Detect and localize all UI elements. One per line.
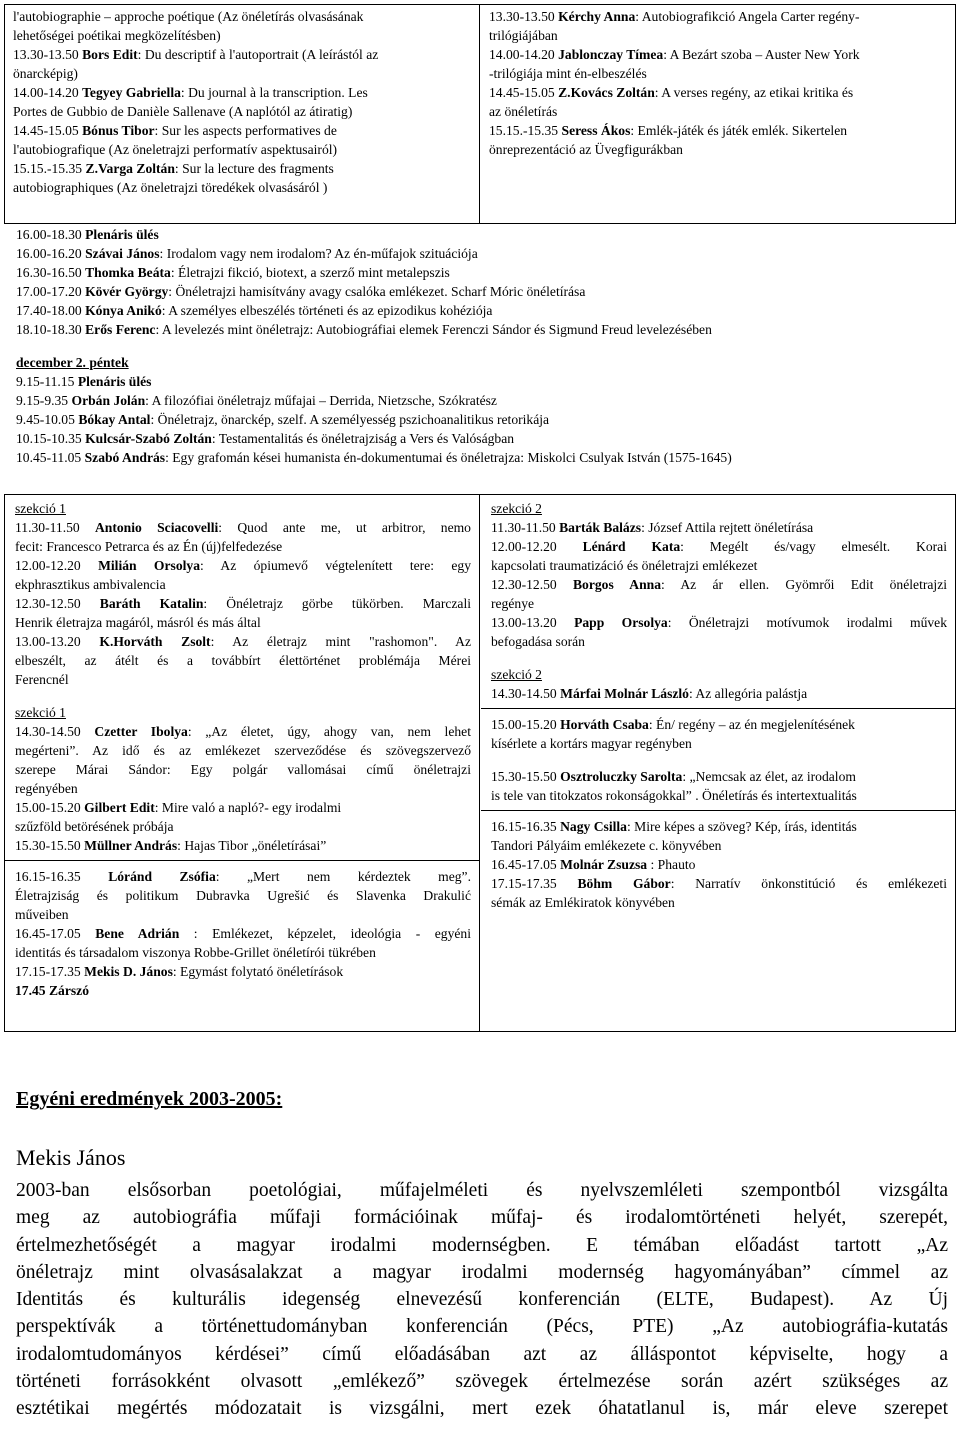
program-line	[491, 575, 947, 594]
talk-title: Életrajziság és politikum Dubravka Ugrešić és Slavenka Drakulić	[15, 888, 471, 903]
talk-title: : Quod ante me, ut arbitror, nemo	[218, 520, 471, 535]
program-line	[491, 874, 947, 893]
program-line	[15, 632, 471, 651]
session-time: 15.30-15.50	[15, 838, 81, 853]
section-1-cell	[5, 497, 479, 1002]
paragraph-line: irodalomtudományos kérdései” című előadásában azt az álláspontot képviselte, hogy a	[16, 1343, 948, 1365]
paragraph-line: esztétikai megértés módozatait is vizsgálni, mert ezek óhatatlanul is, már eleve szerepet	[16, 1398, 948, 1420]
session-time: 14.45-15.05	[489, 85, 555, 100]
session-time: 12.30-12.50	[491, 577, 557, 592]
speaker-name: Kérchy Anna	[558, 9, 636, 24]
talk-title: sémák az Emlékiratok könyvében	[491, 895, 675, 910]
speaker-name: Márfai Molnár László	[560, 686, 689, 701]
spacer	[16, 339, 950, 353]
talk-title: : Sur la lecture des fragments	[174, 161, 334, 176]
session-time: 14.00-14.20	[13, 85, 79, 100]
talk-title: ekphrasztikus ambivalencia	[15, 577, 166, 592]
talk-title: befogadása során	[491, 634, 585, 649]
program-line	[13, 45, 471, 64]
section-table	[4, 494, 956, 1032]
section-label-text: szekció 1	[15, 705, 66, 720]
talk-title: -trilógiája mint én-elbeszélés	[489, 66, 647, 81]
program-line	[15, 886, 471, 905]
talk-title: fecit: Francesco Petrarca és az Én (új)felfedezése	[15, 539, 283, 554]
speaker-name: Z.Kovács Zoltán	[558, 85, 655, 100]
program-line	[15, 924, 471, 943]
talk-title: kapcsolati traumatizáció és önéletrajzi emlékezet	[491, 558, 758, 573]
program-line	[491, 518, 947, 537]
speaker-name: Lénárd Kata	[582, 539, 681, 554]
speaker-name: Antonio Sciacovelli	[94, 520, 219, 535]
talk-title: önarcképig)	[13, 66, 78, 81]
section-label-text: szekció 2	[491, 501, 542, 516]
program-line	[491, 556, 947, 575]
person-name: Mekis János	[16, 1145, 126, 1170]
talk-title: : Önéletrajzi motívumok irodalmi művek	[667, 615, 947, 630]
program-line	[15, 518, 471, 537]
section-label-text: szekció 1	[15, 501, 66, 516]
talk-title: : Du journal à la transcription. Les	[180, 85, 368, 100]
speaker-name: Molnár Zsuzsa	[560, 857, 648, 872]
program-line	[491, 613, 947, 632]
session-time: 18.10-18.30	[16, 322, 82, 337]
session-time: 10.15-10.35	[16, 431, 82, 446]
program-line	[489, 83, 947, 102]
program-line	[16, 320, 950, 339]
speaker-name: Bónus Tibor	[82, 123, 155, 138]
talk-title: : „Az életet, úgy, ahogy van, nem lehet	[187, 724, 471, 739]
program-line	[15, 867, 471, 886]
program-line	[489, 64, 947, 83]
program-line	[489, 121, 947, 140]
session-time: 14.30-14.50	[15, 724, 81, 739]
session-time: 12.00-12.20	[15, 558, 81, 573]
talk-title: : A személyes elbeszélés történeti és az epizodikus kohéziója	[161, 303, 493, 318]
talk-title: : A Bezárt szoba – Auster New York	[663, 47, 860, 62]
program-line	[491, 715, 947, 734]
program-line	[16, 263, 950, 282]
talk-title: : Önéletrajz, önarckép, szelf. A személyesség pszichoanalitikus retorikája	[150, 412, 550, 427]
speaker-name: Plenáris ülés	[85, 227, 159, 242]
speaker-name: Erős Ferenc	[85, 322, 156, 337]
column-divider	[479, 5, 480, 223]
talk-title: : Az ár ellen. Gyömrői Edit önéletrajzi	[661, 577, 948, 592]
session-time: 15.15.-15.35	[13, 161, 83, 176]
program-line	[13, 159, 471, 178]
talk-title: : Du descriptif à l'autoportrait (A leírástól az	[137, 47, 379, 62]
session-time: 16.00-16.20	[16, 246, 82, 261]
program-line	[491, 817, 947, 836]
speaker-name: Jablonczay Tímea	[558, 47, 664, 62]
paragraph-line: értelmezhetőségét a magyar irodalmi modernségben. E témában előadást tartott „Az	[16, 1234, 948, 1256]
program-line	[491, 632, 947, 651]
program-line	[491, 893, 947, 912]
day-heading	[16, 353, 950, 372]
talk-title: : Testamentalitás és önéletrajziság a Vers és Valóságban	[211, 431, 515, 446]
program-line	[15, 556, 471, 575]
talk-title: szerepe Márai Sándor: Egy polgár vallomásai című önéletrajzi	[15, 762, 471, 777]
talk-title: trilógiájában	[489, 28, 558, 43]
program-line	[15, 613, 471, 632]
spacer	[491, 651, 947, 665]
session-time: 10.45-11.05	[16, 450, 82, 465]
speaker-name: Bókay Antal	[78, 412, 151, 427]
session-time: 13.30-13.50	[489, 9, 555, 24]
session-time: 16.00-18.30	[16, 227, 82, 242]
session-time: 12.30-12.50	[15, 596, 81, 611]
session-time: 9.45-10.05	[16, 412, 75, 427]
program-line	[13, 121, 471, 140]
talk-title: : Sur les aspects performatives de	[154, 123, 337, 138]
program-line	[489, 140, 947, 159]
talk-title: : Az ópiumevő végtelenített tere: egy	[200, 558, 472, 573]
speaker-name: Kulcsár-Szabó Zoltán	[85, 431, 212, 446]
program-line	[13, 140, 471, 159]
speaker-name: Tegyey Gabriella	[82, 85, 181, 100]
program-line	[491, 786, 947, 805]
talk-title: : Önéletrajzi hamisítvány avagy csalóka emlékezet. Scharf Móric önéletírása	[168, 284, 586, 299]
speaker-name: Szabó András	[84, 450, 166, 465]
talk-title: Portes de Gubbio de Danièle Sallenave (A naplótól az átiratig)	[13, 104, 353, 119]
column-divider	[479, 495, 480, 1031]
talk-title: : Emlékezet, képzelet, ideológia - egyéni	[179, 926, 471, 941]
talk-title: : „Nemcsak az élet, az irodalom	[682, 769, 856, 784]
speaker-name: Müllner András	[84, 838, 178, 853]
talk-title: : József Attila rejtett önéletírása	[641, 520, 814, 535]
talk-title: : Az allegória palástja	[688, 686, 808, 701]
section-label	[15, 499, 471, 518]
talk-title: : Narratív önkonstitúció és emlékezeti	[670, 876, 947, 891]
speaker-name: Kövér György	[85, 284, 169, 299]
talk-title: : A levelezés mint önéletrajz: Autobiográfiai elemek Ferenczi Sándor és Sigmund Freud levelezésében	[155, 322, 712, 337]
program-line	[15, 962, 471, 981]
session-time: 17.15-17.35	[15, 964, 81, 979]
program-line	[489, 26, 947, 45]
program-line	[13, 7, 471, 26]
talk-title: regénye	[491, 596, 535, 611]
paragraph-line: Identitás és kulturális idegenség elnevezésű konferencián (ELTE, Budapest). Az Új	[16, 1289, 948, 1311]
program-line	[491, 836, 947, 855]
program-line	[16, 448, 950, 467]
session-time: 15.00-15.20	[15, 800, 81, 815]
program-line	[15, 905, 471, 924]
speaker-name: Nagy Csilla	[560, 819, 627, 834]
top-left-cell	[5, 5, 479, 199]
session-time: 16.45-17.05	[15, 926, 81, 941]
talk-title: : A filozófiai önéletrajz műfajai – Derrida, Nietzsche, Szókratész	[145, 393, 497, 408]
program-line	[15, 741, 471, 760]
speaker-name: Seress Ákos	[561, 123, 631, 138]
paragraph-line: meg az autobiográfia műfaji formációinak műfaj- és irodalomtörténeti helyét, szerepét,	[16, 1207, 948, 1229]
closing-text: 17.45 Zárszó	[15, 983, 90, 998]
talk-title: : „Mert nem kérdeztek meg”.	[215, 869, 471, 884]
section-label	[491, 665, 947, 684]
program-line	[15, 575, 471, 594]
speaker-name: Szávai János	[85, 246, 160, 261]
session-time: 11.30-11.50	[491, 520, 556, 535]
talk-title: l'autobiographie – approche poétique (Az önéletírás olvasásának	[13, 9, 364, 24]
session-time: 17.40-18.00	[16, 303, 82, 318]
session-time: 9.15-9.35	[16, 393, 69, 408]
talk-title: Ferencnél	[15, 672, 69, 687]
program-line	[13, 26, 471, 45]
program-line	[15, 798, 471, 817]
top-right-cell	[481, 5, 955, 161]
program-line	[16, 301, 950, 320]
session-time: 13.00-13.20	[15, 634, 81, 649]
program-line	[489, 102, 947, 121]
program-line	[13, 64, 471, 83]
program-line	[491, 855, 947, 874]
talk-title: : Mire képes a szöveg? Kép, írás, identitás	[626, 819, 857, 834]
talk-title: elbeszélt, az átélt és a továbbírt élettörténet problémája Mérei	[15, 653, 471, 668]
talk-title: : A verses regény, az etikai kritika és	[654, 85, 854, 100]
session-time: 15.00-15.20	[491, 717, 557, 732]
session-time: 16.45-17.05	[491, 857, 557, 872]
session-time: 17.15-17.35	[491, 876, 557, 891]
speaker-name: Thomka Beáta	[85, 265, 171, 280]
talk-title: : Megélt és/vagy elmesélt. Korai	[680, 539, 947, 554]
session-time: 16.15-16.35	[491, 819, 557, 834]
program-line	[15, 760, 471, 779]
speaker-name: Horváth Csaba	[560, 717, 649, 732]
session-time: 12.00-12.20	[491, 539, 557, 554]
program-line	[491, 537, 947, 556]
program-line	[15, 722, 471, 741]
program-line	[15, 779, 471, 798]
talk-title: l'autobiografique (Az öneletrajzi performatív aspektusairól)	[13, 142, 338, 157]
spacer	[15, 689, 471, 703]
paragraph-line: perspektívák a történettudományban konferencián (Pécs, PTE) „Az autobiográfia-kutatás	[16, 1316, 948, 1338]
program-line	[16, 225, 950, 244]
section-label	[15, 703, 471, 722]
speaker-name: Z.Varga Zoltán	[85, 161, 175, 176]
program-line	[15, 981, 471, 1000]
spacer	[491, 753, 947, 767]
program-line	[15, 670, 471, 689]
talk-title: is tele van titokzatos rokonságokkal” . Önéletírás és intertextualitás	[491, 788, 857, 803]
talk-title: : Hajas Tibor „önéletírásai”	[177, 838, 327, 853]
talk-title: : Én/ regény – az én megjelenítésének	[648, 717, 855, 732]
speaker-name: Gilbert Edit	[84, 800, 155, 815]
speaker-name: Mekis D. János	[84, 964, 173, 979]
program-line	[489, 7, 947, 26]
session-time: 15.30-15.50	[491, 769, 557, 784]
program-line	[16, 282, 950, 301]
speaker-name: Plenáris ülés	[77, 374, 152, 389]
talk-title: autobiographiques (Az öneletrajzi töredékek olvasásáról )	[13, 180, 328, 195]
session-time: 16.30-16.50	[16, 265, 82, 280]
talk-title: : Mire való a napló?- egy irodalmi	[154, 800, 342, 815]
program-line	[16, 391, 950, 410]
session-time: 13.30-13.50	[13, 47, 79, 62]
row-divider	[15, 855, 471, 867]
session-time: 17.00-17.20	[16, 284, 82, 299]
speaker-name: Kónya Anikó	[85, 303, 162, 318]
talk-title: identitás és társadalom viszonya Robbe-Grillet önéletírói tükrében	[15, 945, 376, 960]
speaker-name: Czetter Ibolya	[94, 724, 188, 739]
talk-title: : Phauto	[647, 857, 696, 872]
talk-title: Tandori Pályáim emlékezete c. könyvében	[491, 838, 722, 853]
program-line	[491, 767, 947, 786]
section-label	[491, 499, 947, 518]
speaker-name: Papp Orsolya	[574, 615, 668, 630]
program-line	[16, 410, 950, 429]
program-line	[15, 817, 471, 836]
program-line	[491, 684, 947, 703]
session-time: 15.15.-15.35	[489, 123, 559, 138]
talk-title: regényében	[15, 781, 78, 796]
talk-title: megérteni”. Az idő és az emlékezet szerveződése és szövegszervező	[15, 743, 471, 758]
program-line	[16, 429, 950, 448]
speaker-name: Osztroluczky Sarolta	[560, 769, 683, 784]
paragraph-line: történeti forrásokként olvasott „emlékező” szövegek értelmezése során azért szükséges az	[16, 1371, 948, 1393]
talk-title: Henrik életrajza magáról, másról és más által	[15, 615, 261, 630]
program-line	[13, 102, 471, 121]
results-paragraph	[16, 1177, 948, 1423]
plenary-sessions	[8, 223, 958, 469]
session-time: 14.30-14.50	[491, 686, 557, 701]
talk-title: önreprezentáció az Üvegfigurákban	[489, 142, 683, 157]
program-line	[15, 651, 471, 670]
program-line	[491, 734, 947, 753]
paragraph-line: 2003-ban elsősorban poetológiai, műfajelméleti és nyelvszemléleti szempontból vizsgálta	[16, 1180, 948, 1201]
program-line	[15, 537, 471, 556]
results-heading: Egyéni eredmények 2003-2005:	[16, 1088, 283, 1110]
program-line	[13, 178, 471, 197]
program-line	[13, 83, 471, 102]
talk-title: : Önéletrajz görbe tükörben. Marczali	[203, 596, 471, 611]
talk-title: : Irodalom vagy nem irodalom? Az én-műfajok szituációja	[159, 246, 478, 261]
talk-title: : Egymást folytató önéletírások	[172, 964, 344, 979]
speaker-name: Baráth Katalin	[99, 596, 204, 611]
talk-title: : Autobiografikció Angela Carter regény-	[635, 9, 860, 24]
speaker-name: Bene Adrián	[95, 926, 180, 941]
session-time: 16.15-16.35	[15, 869, 81, 884]
session-time: 11.30-11.50	[15, 520, 80, 535]
talk-title: kísérlete a kortárs magyar regényben	[491, 736, 692, 751]
row-divider	[491, 805, 947, 817]
top-table	[4, 4, 956, 224]
program-line	[15, 836, 471, 855]
talk-title: : Egy grafomán kései humanista én-dokumentumai és önéletrajza: Miskolci Csulyak István (1575-1645)	[165, 450, 732, 465]
program-line	[15, 943, 471, 962]
talk-title: az önéletírás	[489, 104, 558, 119]
speaker-name: Böhm Gábor	[577, 876, 671, 891]
talk-title: műveiben	[15, 907, 69, 922]
program-line	[15, 594, 471, 613]
talk-title: : Az életrajz mint "rashomon". Az	[210, 634, 471, 649]
program-line	[489, 45, 947, 64]
speaker-name: Lóránd Zsófia	[108, 869, 216, 884]
program-line	[16, 372, 950, 391]
speaker-name: K.Horváth Zsolt	[99, 634, 211, 649]
session-time: 13.00-13.20	[491, 615, 557, 630]
talk-title: : Életrajzi fikció, biotext, a szerző mint metalepszis	[170, 265, 450, 280]
paragraph-line: önéletrajz mint olvasásalakzat a magyar irodalmi modernség hagyományában” címmel az	[16, 1261, 948, 1283]
section-2-cell	[481, 497, 955, 914]
program-line	[491, 594, 947, 613]
speaker-name: Orbán Jolán	[71, 393, 146, 408]
session-time: 14.45-15.05	[13, 123, 79, 138]
day-heading-text: december 2. péntek	[16, 355, 129, 370]
session-time: 9.15-11.15	[16, 374, 75, 389]
talk-title: szűzföld betörésének próbája	[15, 819, 174, 834]
section-label-text: szekció 2	[491, 667, 542, 682]
speaker-name: Borgos Anna	[572, 577, 662, 592]
session-time: 14.00-14.20	[489, 47, 555, 62]
talk-title: : Emlék-játék és játék emlék. Sikertelen	[630, 123, 848, 138]
speaker-name: Barták Balázs	[559, 520, 642, 535]
row-divider	[491, 703, 947, 715]
talk-title: lehetőségei poétikai megközelítésben)	[13, 28, 221, 43]
program-line	[16, 244, 950, 263]
speaker-name: Bors Edit	[82, 47, 138, 62]
speaker-name: Milián Orsolya	[98, 558, 201, 573]
